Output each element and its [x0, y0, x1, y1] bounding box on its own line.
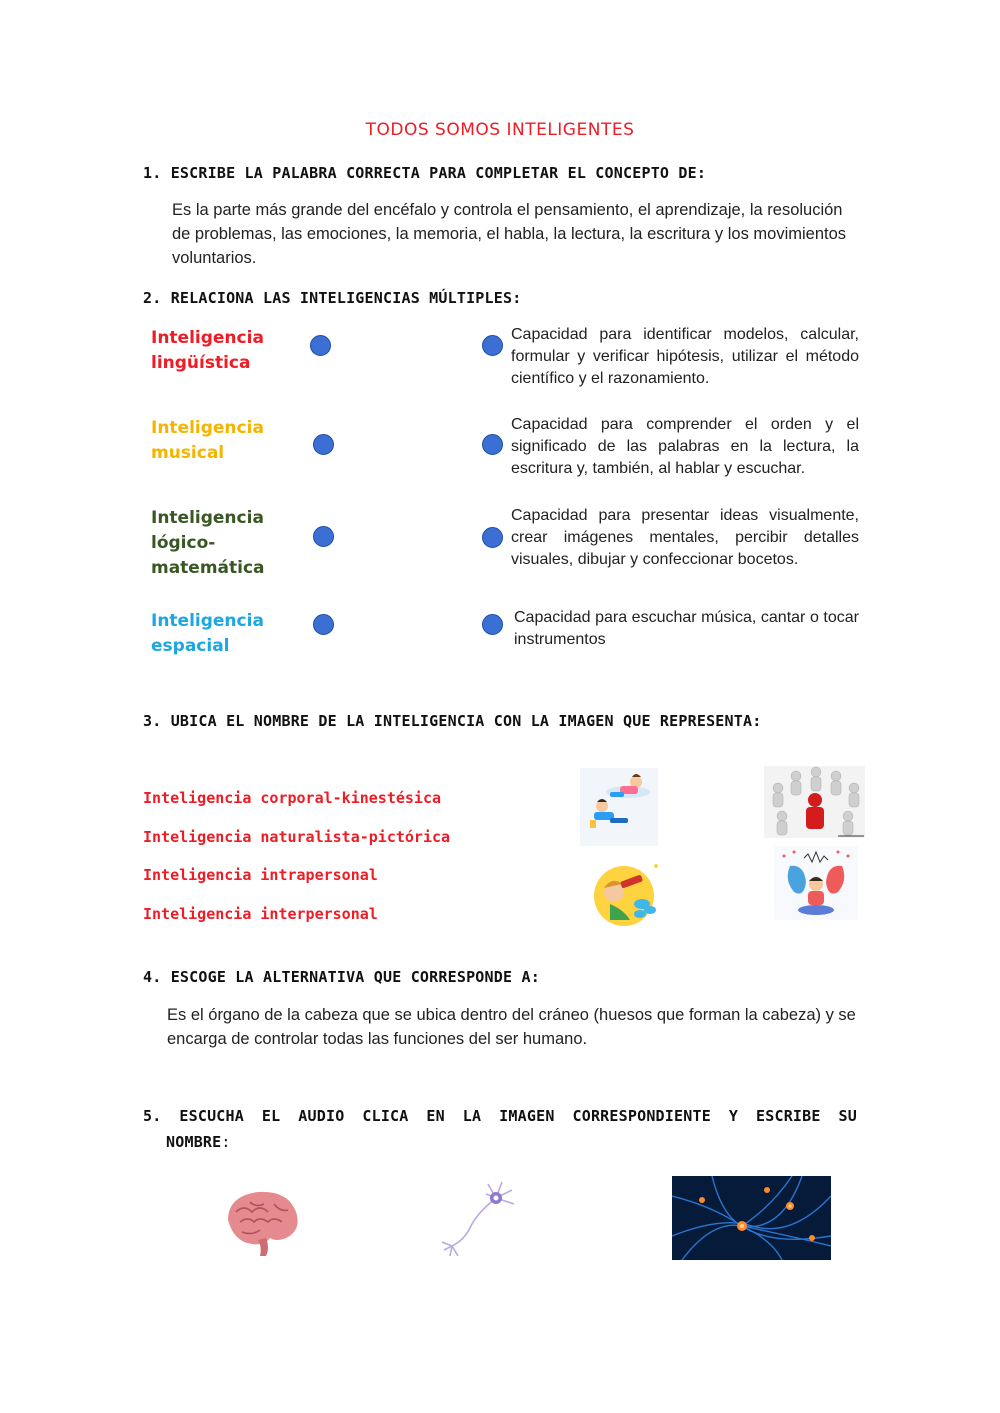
- label-line: lingüística: [151, 353, 251, 373]
- intelligence-logical-label: [151, 506, 265, 581]
- label-line: Inteligencia: [151, 611, 264, 631]
- page-title: TODOS SOMOS INTELIGENTES: [365, 120, 635, 140]
- question-1-text: Es la parte más grande del encéfalo y controla el pensamiento, el aprendizaje, la resolución de problemas, las emociones, la memoria, el habla, la lectura, la escritura y los movimientos voluntarios.: [172, 201, 847, 267]
- description-linguistic: Capacidad para comprender el orden y el significado de las palabras en la lectura, la escritura y, también, al hablar y escuchar.: [511, 416, 859, 477]
- description-musical: Capacidad para escuchar música, cantar o tocar instrumentos: [514, 609, 859, 648]
- match-dot-left-2[interactable]: [313, 434, 334, 455]
- label-line: lógico-: [151, 533, 216, 553]
- q5-heading-word: NOMBRE: [166, 1133, 222, 1151]
- intelligence-spatial-label: [151, 609, 264, 659]
- question-3-heading: 3. UBICA EL NOMBRE DE LA INTELIGENCIA CON LA IMAGEN QUE REPRESENTA:: [143, 712, 762, 730]
- match-dot-left-1[interactable]: [310, 335, 331, 356]
- brain-image[interactable]: [220, 1186, 302, 1260]
- question-4-text: Es el órgano de la cabeza que se ubica dentro del cráneo (huesos que forman la cabeza) y se encarga de controlar todas las funciones del ser humano.: [167, 1006, 856, 1048]
- child-telescope-image[interactable]: [590, 858, 668, 928]
- question-5-heading: 5. ESCUCHA EL AUDIO CLICA EN LA IMAGEN CORRESPONDIENTE Y ESCRIBE SU: [143, 1107, 857, 1125]
- q3-label-kinesthetic[interactable]: Inteligencia corporal-kinestésica: [143, 789, 442, 807]
- description-spatial: Capacidad para presentar ideas visualmente, crear imágenes mentales, percibir detalles visuales, dibujar y confeccionar bocetos.: [511, 507, 859, 568]
- match-dot-left-3[interactable]: [313, 526, 334, 547]
- match-dot-right-3[interactable]: [482, 527, 503, 548]
- intelligence-linguistic-label: [151, 326, 264, 376]
- q5-heading-colon: :: [221, 1133, 231, 1151]
- label-line: musical: [151, 443, 225, 463]
- label-line: Inteligencia: [151, 508, 264, 528]
- people-circle-image[interactable]: [764, 766, 865, 838]
- q3-label-interpersonal[interactable]: Inteligencia interpersonal: [143, 905, 378, 923]
- match-dot-right-4[interactable]: [482, 614, 503, 635]
- description-logical: Capacidad para identificar modelos, calcular, formular y verificar hipótesis, utilizar el método científico y el razonamiento.: [511, 326, 859, 387]
- label-line: Inteligencia: [151, 418, 264, 438]
- question-2-heading: 2. RELACIONA LAS INTELIGENCIAS MÚLTIPLES:: [143, 289, 522, 307]
- meditation-image[interactable]: [774, 846, 858, 920]
- question-5-heading-cont: [166, 1133, 231, 1151]
- neural-network-image[interactable]: [672, 1176, 831, 1260]
- kids-exercising-image[interactable]: [580, 768, 658, 846]
- match-dot-left-4[interactable]: [313, 614, 334, 635]
- q3-label-intrapersonal[interactable]: Inteligencia intrapersonal: [143, 866, 378, 884]
- neuron-image[interactable]: [440, 1178, 526, 1260]
- label-line: Inteligencia: [151, 328, 264, 348]
- q3-label-naturalist[interactable]: Inteligencia naturalista-pictórica: [143, 828, 451, 846]
- match-dot-right-1[interactable]: [482, 335, 503, 356]
- intelligence-musical-label: [151, 416, 264, 466]
- question-1-heading: 1. ESCRIBE LA PALABRA CORRECTA PARA COMPLETAR EL CONCEPTO DE:: [143, 164, 707, 182]
- label-line: espacial: [151, 636, 230, 656]
- match-dot-right-2[interactable]: [482, 434, 503, 455]
- question-4-heading: 4. ESCOGE LA ALTERNATIVA QUE CORRESPONDE A:: [143, 968, 540, 986]
- label-line: matemática: [151, 558, 265, 578]
